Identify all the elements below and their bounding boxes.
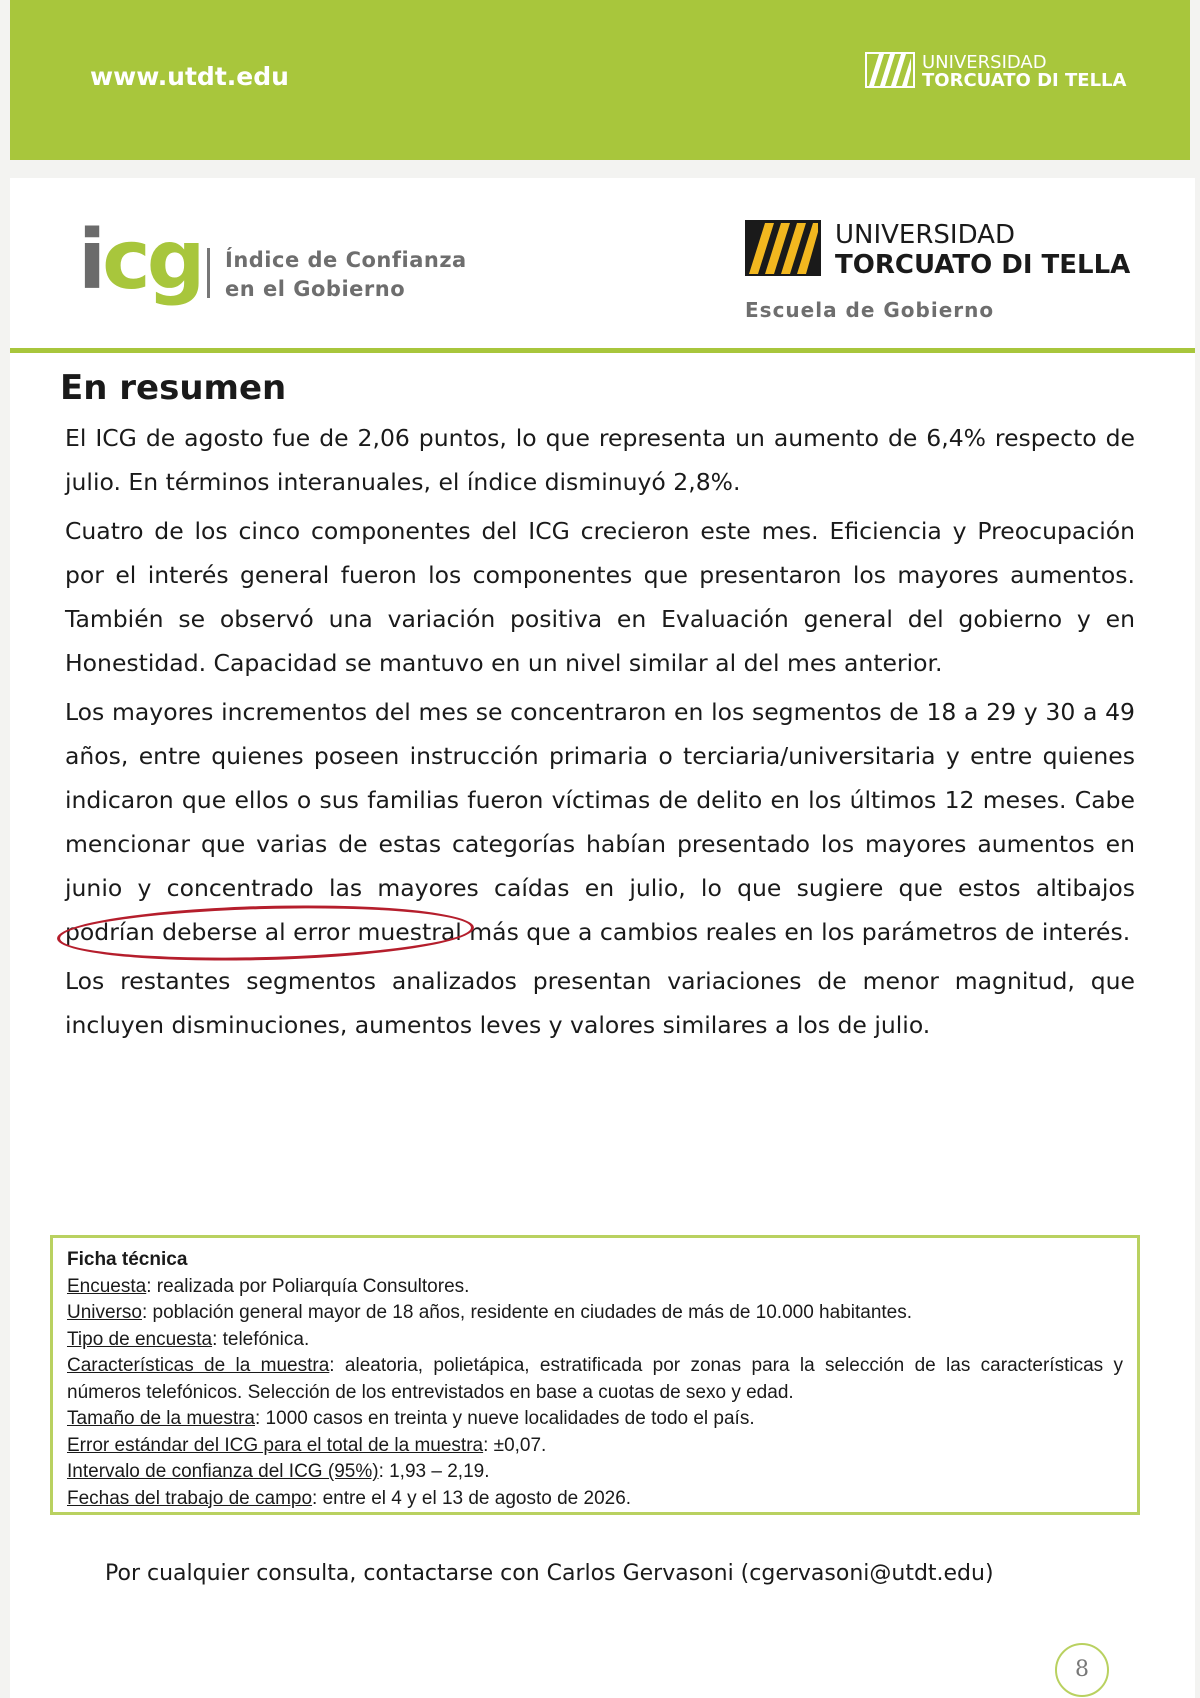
utdt-stripes-logo-icon bbox=[745, 220, 821, 276]
summary-body bbox=[65, 416, 1135, 1052]
summary-paragraph: Los mayores incrementos del mes se concentraron en los segmentos de 18 a 29 y 30 a 49 años, entre quienes poseen instrucción primaria o terciaria/universitaria y entre quienes indicaron que ellos o sus familias fueron víctimas de delito en los últimos 12 meses. Cabe mencionar que varias de estas categorías habían presentado los mayores aumentos en junio y concentrado las mayores caídas en julio, lo que sugiere que estos altibajos podrían deberse al error muestral más que a cambios reales en los parámetros de interés. bbox=[65, 690, 1135, 954]
technical-sheet-title: Ficha técnica bbox=[67, 1249, 188, 1270]
technical-sheet-item: Fechas del trabajo de campo: entre el 4 y el 13 de agosto de 2026. bbox=[67, 1487, 632, 1509]
utdt-university-name: UNIVERSIDAD TORCUATO DI TELLA bbox=[835, 220, 1131, 280]
technical-sheet-item: Intervalo de confianza del ICG (95%): 1,93 – 2,19. bbox=[67, 1461, 490, 1482]
logo-divider bbox=[207, 248, 210, 298]
icg-subtitle: Índice de Confianza en el Gobierno bbox=[225, 248, 467, 301]
header-divider bbox=[10, 348, 1195, 353]
utdt-stripes-logo-icon bbox=[865, 52, 915, 88]
banner-url-link[interactable]: www.utdt.edu bbox=[90, 62, 289, 91]
technical-sheet-item: Error estándar del ICG para el total de la muestra: ±0,07. bbox=[67, 1434, 547, 1456]
summary-paragraph: Cuatro de los cinco componentes del ICG crecieron este mes. Eficiencia y Preocupación por el interés general fueron los componentes que presentaron los mayores aumentos. También se observó una variación positiva en Evaluación general del gobierno y en Honestidad. Capacidad se mantuvo en un nivel similar al del mes anterior. bbox=[65, 517, 1135, 677]
top-banner bbox=[10, 0, 1190, 160]
circled-highlight: podrían deberse al error muestral bbox=[65, 910, 462, 954]
document-page bbox=[10, 178, 1195, 1698]
technical-sheet-box bbox=[50, 1235, 1140, 1515]
summary-paragraph: El ICG de agosto fue de 2,06 puntos, lo que representa un aumento de 6,4% respecto de julio. En términos interanuales, el índice disminuyó 2,8%. bbox=[65, 424, 1135, 496]
summary-heading: En resumen bbox=[60, 368, 287, 408]
technical-sheet-item: Tamaño de la muestra: 1000 casos en treinta y nueve localidades de todo el país. bbox=[67, 1408, 755, 1429]
page-number: 8 bbox=[1055, 1643, 1109, 1697]
banner-university-name: UNIVERSIDAD TORCUATO DI TELLA bbox=[922, 52, 1127, 91]
document-header bbox=[10, 178, 1195, 348]
technical-sheet-item: Encuesta: realizada por Poliarquía Consultores. bbox=[67, 1275, 470, 1297]
icg-logo: icg bbox=[78, 213, 202, 308]
school-name: Escuela de Gobierno bbox=[745, 298, 995, 322]
contact-line: Por cualquier consulta, contactarse con Carlos Gervasoni (cgervasoni@utdt.edu) bbox=[105, 1561, 994, 1586]
technical-sheet-item: Universo: población general mayor de 18 años, residente en ciudades de más de 10.000 habitantes. bbox=[67, 1302, 913, 1323]
technical-sheet-item: Características de la muestra: aleatoria, polietápica, estratificada por zonas para la selección de las características y números telefónicos. Selección de los entrevistados en base a cuotas de sexo y edad. bbox=[67, 1355, 1123, 1403]
summary-paragraph: Los restantes segmentos analizados presentan variaciones de menor magnitud, que incluyen disminuciones, aumentos leves y valores similares a los de julio. bbox=[65, 967, 1135, 1039]
technical-sheet-item: Tipo de encuesta: telefónica. bbox=[67, 1328, 310, 1350]
